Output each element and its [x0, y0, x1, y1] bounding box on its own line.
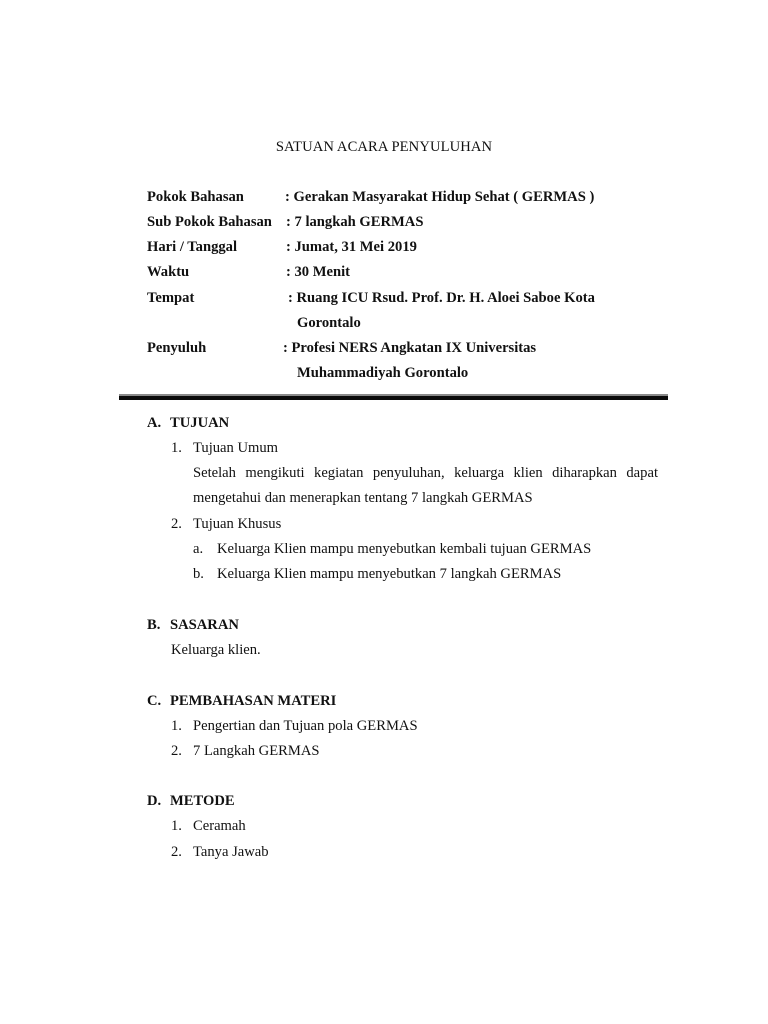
info-value-tempat-continuation: Gorontalo — [297, 315, 361, 331]
list-number: 1. — [171, 440, 182, 456]
info-value-penyuluh: : Profesi NERS Angkatan IX Universitas — [283, 340, 537, 356]
info-value-penyuluh-continuation: Muhammadiyah Gorontalo — [297, 365, 469, 381]
section-letter: B. — [147, 617, 161, 633]
divider-thick-line — [119, 396, 668, 400]
info-label-penyuluh: Penyuluh — [147, 340, 207, 356]
info-label-hari-tanggal: Hari / Tanggal — [147, 239, 238, 255]
list-number: 1. — [171, 818, 182, 834]
sublist-letter: a. — [193, 541, 204, 557]
section-letter: C. — [147, 693, 162, 709]
section-text: Keluarga klien. — [171, 642, 261, 658]
info-label-sub-pokok-bahasan: Sub Pokok Bahasan — [147, 214, 272, 230]
list-item: Pengertian dan Tujuan pola GERMAS — [193, 718, 418, 734]
section-title: PEMBAHASAN MATERI — [170, 693, 337, 709]
info-value-sub-pokok-bahasan: : 7 langkah GERMAS — [286, 214, 424, 230]
info-label-pokok-bahasan: Pokok Bahasan — [147, 189, 244, 205]
list-item: 7 Langkah GERMAS — [193, 743, 320, 759]
list-number: 2. — [171, 516, 182, 532]
info-value-tempat: : Ruang ICU Rsud. Prof. Dr. H. Aloei Saboe Kota — [288, 290, 595, 306]
sublist-letter: b. — [193, 566, 204, 582]
section-letter: D. — [147, 793, 162, 809]
list-item: Ceramah — [193, 818, 246, 834]
section-title: METODE — [170, 793, 235, 809]
sublist-item: Keluarga Klien mampu menyebutkan 7 langkah GERMAS — [217, 566, 562, 582]
list-number: 1. — [171, 718, 182, 734]
section-letter: A. — [147, 415, 162, 431]
section-title: TUJUAN — [170, 415, 230, 431]
paragraph-line-2: mengetahui dan menerapkan tentang 7 langkah GERMAS — [193, 490, 533, 506]
header-divider — [119, 394, 668, 400]
paragraph-line-1: Setelah mengikuti kegiatan penyuluhan, keluarga klien diharapkan dapat — [193, 465, 658, 481]
info-value-waktu: : 30 Menit — [286, 264, 351, 280]
list-number: 2. — [171, 743, 182, 759]
info-value-pokok-bahasan: : Gerakan Masyarakat Hidup Sehat ( GERMAS ) — [285, 189, 595, 205]
list-item: Tanya Jawab — [193, 844, 269, 860]
section-title: SASARAN — [170, 617, 239, 633]
list-item-tujuan-khusus: Tujuan Khusus — [193, 516, 282, 532]
info-label-waktu: Waktu — [147, 264, 190, 280]
sublist-item: Keluarga Klien mampu menyebutkan kembali tujuan GERMAS — [217, 541, 592, 557]
info-label-tempat: Tempat — [147, 290, 195, 306]
list-item-tujuan-umum: Tujuan Umum — [193, 440, 279, 456]
document-title: SATUAN ACARA PENYULUHAN — [275, 139, 493, 155]
list-number: 2. — [171, 844, 182, 860]
info-value-hari-tanggal: : Jumat, 31 Mei 2019 — [286, 239, 417, 255]
